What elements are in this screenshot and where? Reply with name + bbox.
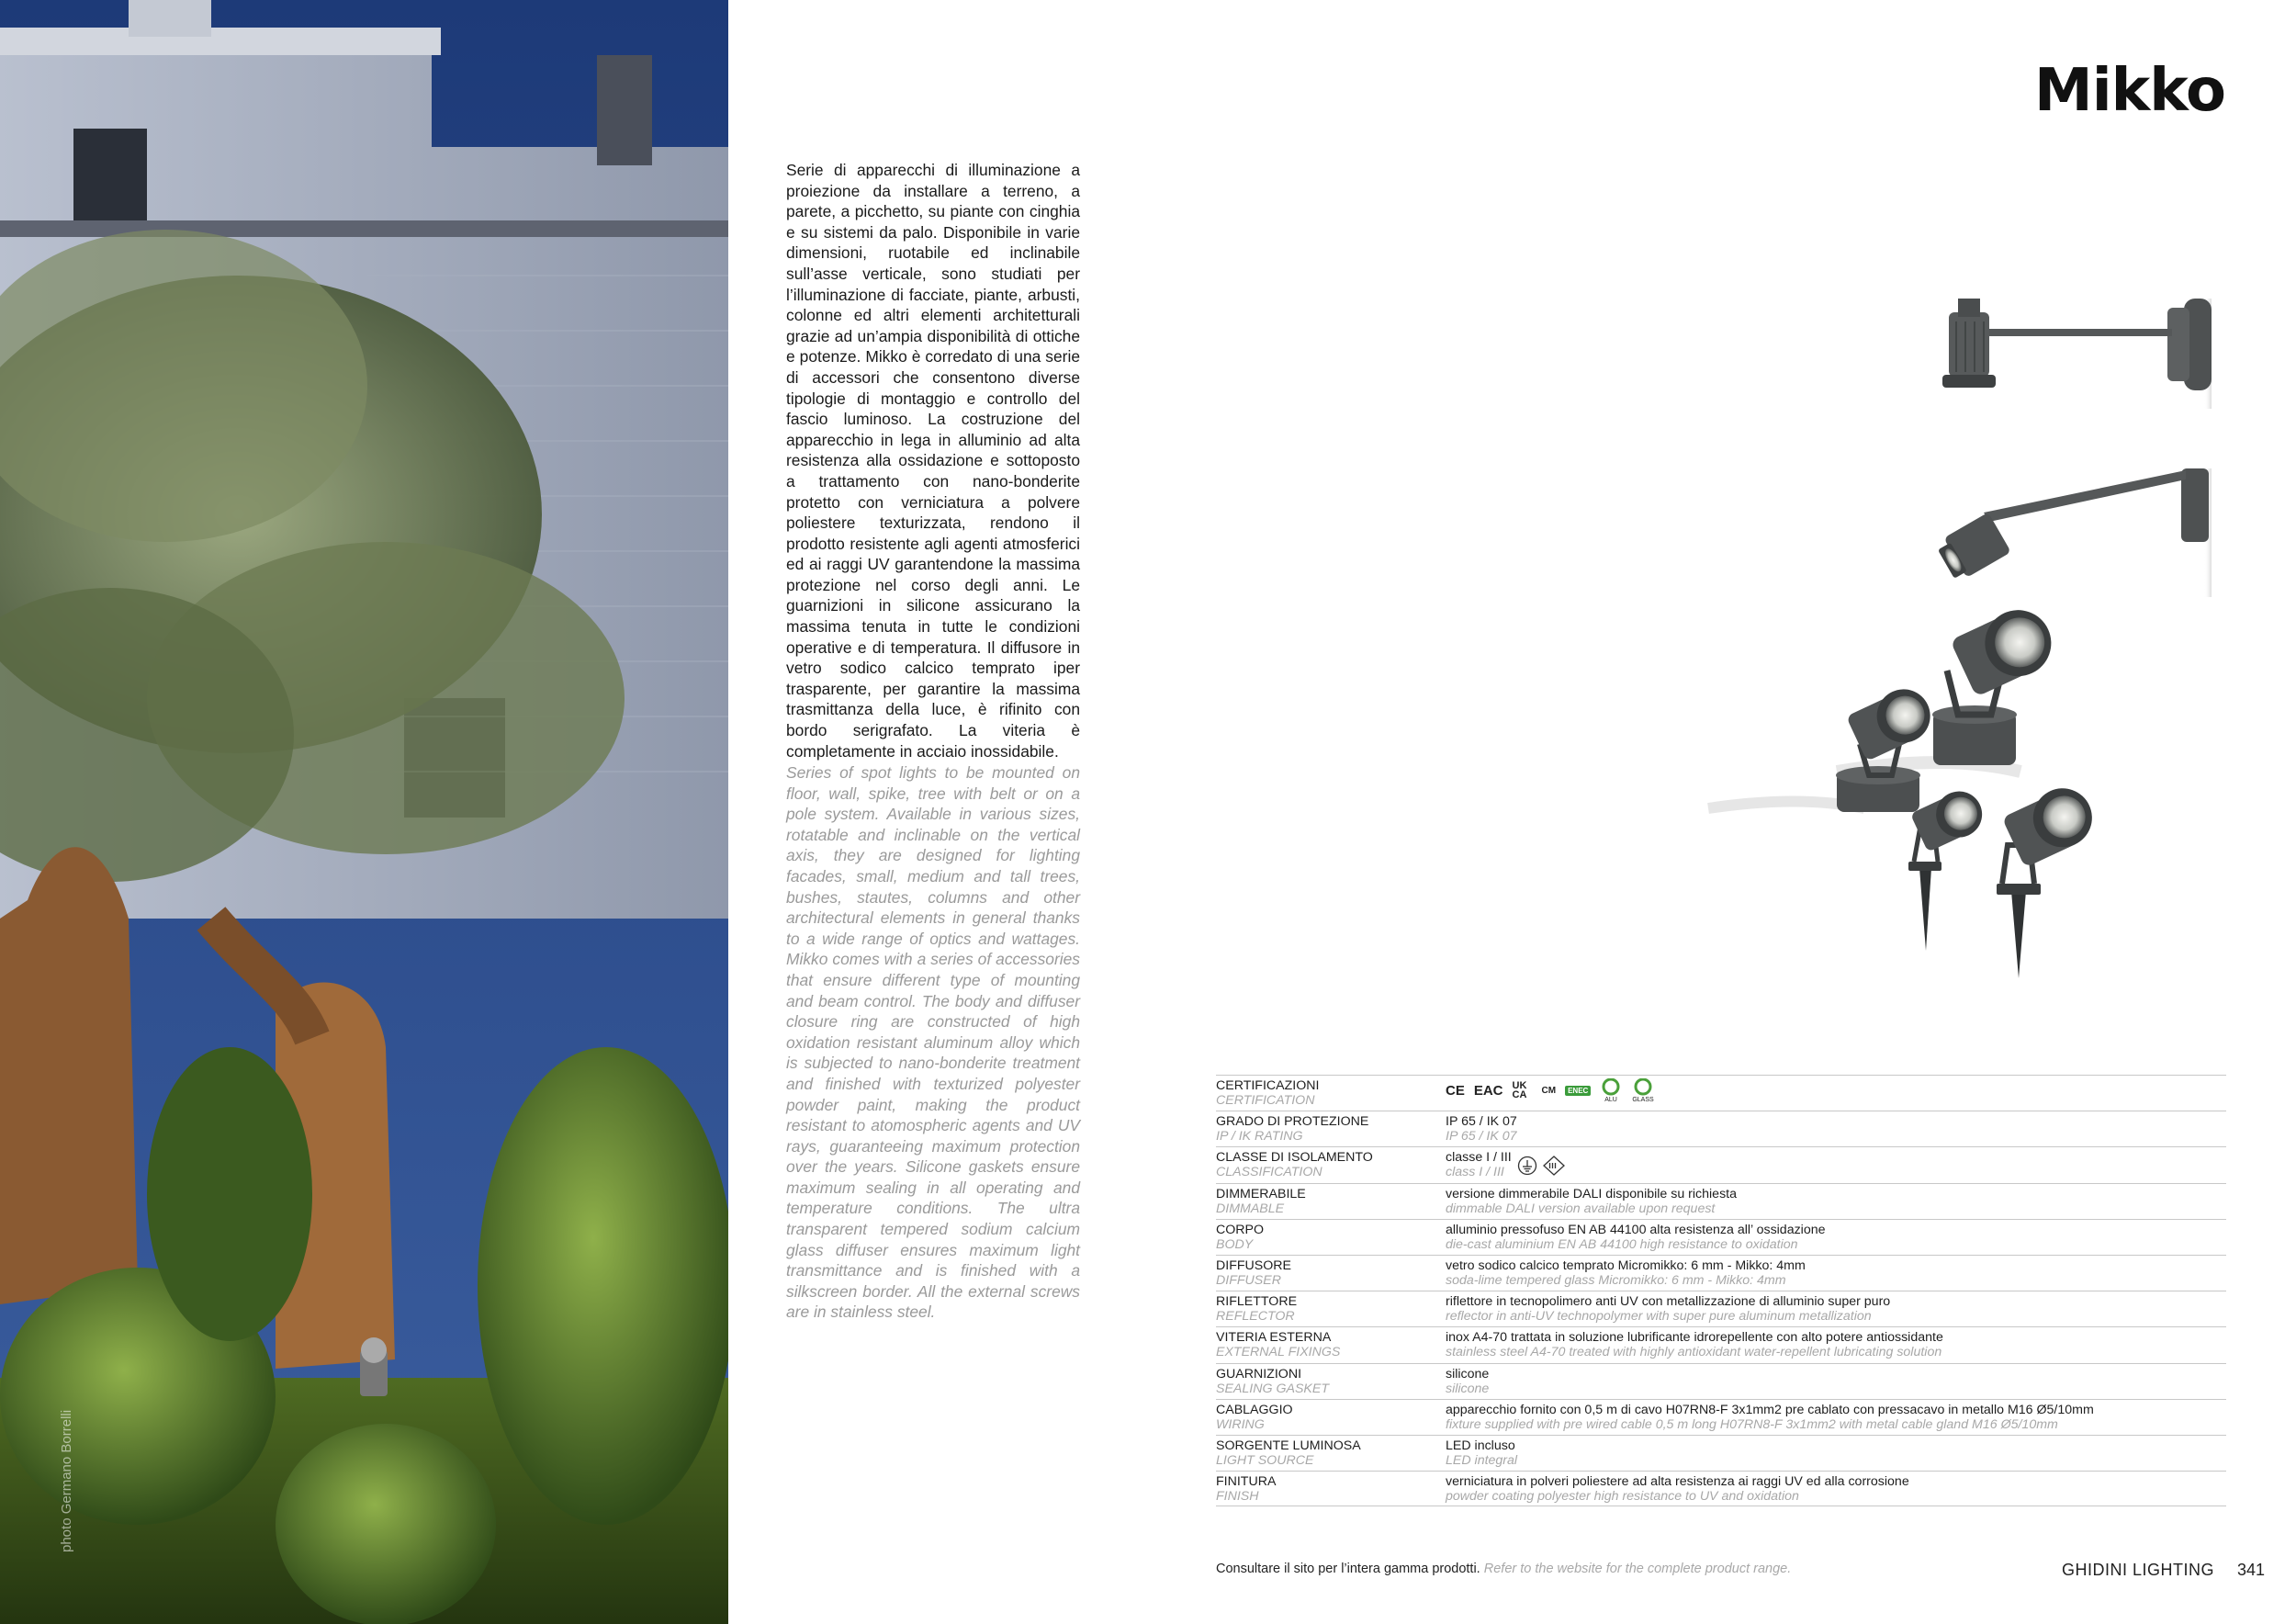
cm-mark-icon: CM <box>1541 1085 1557 1096</box>
glass-recycle-icon <box>1631 1078 1655 1102</box>
spec-label-en: FINISH <box>1216 1489 1259 1505</box>
spec-label-en: EXTERNAL FIXINGS <box>1216 1345 1341 1360</box>
spec-value-en: soda-lime tempered glass Micromikko: 6 mm - Mikko: 4mm <box>1446 1272 1786 1288</box>
footer-note-italian: Consultare il sito per l’intera gamma prodotti. <box>1216 1562 1480 1576</box>
spec-value-en: IP 65 / IK 07 <box>1446 1129 1517 1145</box>
product-images <box>1433 276 2259 1010</box>
spec-value-en: die-cast aluminium EN AB 44100 high resistance to oxidation <box>1446 1236 1798 1252</box>
product-wall-arm-light-2 <box>1934 468 2212 597</box>
spec-value: LED incluso <box>1446 1438 1515 1453</box>
spec-label: DIFFUSORE <box>1216 1257 1291 1273</box>
spec-value: IP 65 / IK 07 <box>1446 1114 1517 1130</box>
ce-mark-icon: CE <box>1446 1082 1465 1099</box>
spec-value-en: stainless steel A4-70 treated with highly antioxidant water-repellent lubricating solution <box>1446 1345 1942 1360</box>
spec-value: inox A4-70 trattata in soluzione lubrificante idrorepellente con alto potere antiossidante <box>1446 1330 1943 1346</box>
product-wall-arm-light-1 <box>1942 299 2212 409</box>
alu-recycle-icon <box>1600 1078 1622 1102</box>
enec-mark-icon: ENEC <box>1565 1086 1591 1096</box>
spec-row-body <box>1216 1219 2226 1255</box>
svg-text:ALU: ALU <box>1604 1097 1618 1102</box>
spec-value: apparecchio fornito con 0,5 m di cavo H07RN8-F 3x1mm2 pre cablato con pressacavo in metallo M16 Ø5/10mm <box>1446 1402 2094 1417</box>
spec-value: alluminio pressofuso EN AB 44100 alta resistenza all’ ossidazione <box>1446 1222 1826 1237</box>
specifications-table <box>1216 1075 2226 1506</box>
spec-label: FINITURA <box>1216 1474 1277 1490</box>
spec-value-en: dimmable DALI version available upon request <box>1446 1201 1716 1216</box>
spec-label: RIFLETTORE <box>1216 1294 1298 1310</box>
brand-name: GHIDINI LIGHTING <box>2062 1561 2215 1579</box>
spec-row-light-source <box>1216 1435 2226 1471</box>
svg-text:GLASS: GLASS <box>1632 1097 1654 1102</box>
spec-row-classification <box>1216 1146 2226 1182</box>
spec-row-reflector <box>1216 1291 2226 1326</box>
spec-value: verniciatura in polveri poliestere ad alta resistenza ai raggi UV ed alla corrosione <box>1446 1474 1909 1490</box>
spec-value-en: powder coating polyester high resistance to UV and oxidation <box>1446 1489 1799 1505</box>
photo-credit: photo Germano Borrelli <box>59 1409 74 1552</box>
spec-label-en: BODY <box>1216 1236 1254 1252</box>
spec-row-wiring <box>1216 1399 2226 1435</box>
product-spike-spot-large <box>1997 779 2101 978</box>
spec-value-en: fixture supplied with pre wired cable 0,5 m long H07RN8-F 3x1mm2 with metal cable gland M16 Ø5/10mm <box>1446 1416 2058 1432</box>
class-one-earth-icon <box>1517 1156 1537 1176</box>
spec-label-en: REFLECTOR <box>1216 1309 1295 1325</box>
ukca-mark-icon: UK CA <box>1512 1080 1527 1100</box>
spec-value-en: silicone <box>1446 1381 1490 1396</box>
product-floor-spot-small <box>1708 681 1939 812</box>
spec-label: CABLAGGIO <box>1216 1402 1293 1417</box>
spec-row-external-fixings <box>1216 1326 2226 1362</box>
certification-marks <box>1446 1080 2226 1100</box>
spec-value: vetro sodico calcico temprato Micromikko: 6 mm - Mikko: 4mm <box>1446 1257 1806 1273</box>
spec-value: riflettore in tecnopolimero anti UV con metallizzazione di alluminio super puro <box>1446 1294 1891 1310</box>
page-number: 341 <box>2237 1561 2266 1579</box>
spec-label: GRADO DI PROTEZIONE <box>1216 1114 1369 1130</box>
page-title: Mikko <box>2034 57 2225 125</box>
description-english: Series of spot lights to be mounted on floor, wall, spike, tree with belt or on a pole system. Available in various sizes, rotatable and inclinable on the vertical axis, they are designed for lighting facades, small, medium and tall trees, bushes, stautes, columns and other architectural elements in general thanks to a wide range of optics and wattages. Mikko comes with a series of accessories that ensure different type of mounting and beam control. The body and diffuser closure ring are constructed of high oxidation resistant aluminum alloy which is subjected to nano-bonderite treatment and finished with texturized polyester powder paint, making the product resistant to atomospheric agents and UV rays, guaranteeing maximum protection over the years. Silicone gaskets ensure maximum sealing in all operating and temperature conditions. The ultra transparent tempered sodium calcium glass diffuser ensures maximum light transmittance and is finished with a silkscreen border. All the external screws are in stainless steel. <box>786 763 1080 1322</box>
spec-label-en: SEALING GASKET <box>1216 1381 1329 1396</box>
spec-label: SORGENTE LUMINOSA <box>1216 1438 1361 1453</box>
spec-label: CERTIFICAZIONI <box>1216 1078 1320 1093</box>
class-three-icon <box>1543 1156 1565 1176</box>
spec-label: CORPO <box>1216 1222 1265 1237</box>
spec-row-diffuser <box>1216 1255 2226 1291</box>
spec-label: VITERIA ESTERNA <box>1216 1330 1332 1346</box>
spec-label-en: IP / IK RATING <box>1216 1129 1303 1145</box>
product-spike-spot-small <box>1908 784 1989 951</box>
spec-label-en: CLASSIFICATION <box>1216 1165 1322 1180</box>
spec-value: versione dimmerabile DALI disponibile su richiesta <box>1446 1186 1738 1201</box>
spec-row-dimmable <box>1216 1183 2226 1219</box>
spec-row-finish <box>1216 1471 2226 1506</box>
spec-label-en: LIGHT SOURCE <box>1216 1452 1314 1468</box>
spec-value-en: LED integral <box>1446 1452 1518 1468</box>
description-italian: Serie di apparecchi di illuminazione a proiezione da installare a terreno, a parete, a picchetto, su piante con cinghia e su sistemi da palo. Disponibile in varie dimensioni, ruotabile ed inclinabile sull’asse verticale, sono studiati per l’illuminazione di facciate, piante, arbusti, colonne ed altri elementi architetturali grazie ad un’ampia disponibilità di ottiche e potenze. Mikko è corredato di una serie di accessori che consentono diverse tipologie di montaggio e controllo del fascio luminoso. La costruzione del apparecchio in lega in alluminio ad alta resistenza alla ossidazione e sottoposto a trattamento con nano-bonderite protetto con verniciatura a polvere poliestere texturizzata, rendono il prodotto resistente agli agenti atmosferici ed ai raggi UV garantendone la massima protezione nel corso degli anni. Le guarnizioni in silicone assicurano la massima tenuta in tutte le condizioni operative e di temperatura. Il diffusore in vetro sodico calcico temprato iper trasparente, per garantire la massima trasmittanza della luce, è rifinito con bordo serigrafato. La viteria è completamente in acciaio inossidabile. <box>786 161 1080 761</box>
spec-label-en: CERTIFICATION <box>1216 1093 1315 1108</box>
spec-label-en: DIMMABLE <box>1216 1201 1285 1216</box>
spec-label: GUARNIZIONI <box>1216 1366 1302 1382</box>
spec-label: DIMMERABILE <box>1216 1186 1306 1201</box>
footer-note <box>1216 1562 1791 1576</box>
hero-photo <box>0 0 728 1624</box>
eac-mark-icon: EAC <box>1473 1082 1503 1099</box>
spec-value-en: reflector in anti-UV technopolymer with super pure aluminum metallization <box>1446 1309 1872 1325</box>
spec-label-en: DIFFUSER <box>1216 1272 1281 1288</box>
spec-row-certification <box>1216 1075 2226 1111</box>
spec-label-en: WIRING <box>1216 1416 1265 1432</box>
spec-row-sealing-gasket <box>1216 1363 2226 1399</box>
spec-value: classe I / III <box>1446 1150 1512 1166</box>
spec-row-ip-rating <box>1216 1111 2226 1146</box>
spec-label: CLASSE DI ISOLAMENTO <box>1216 1150 1373 1166</box>
spec-value: silicone <box>1446 1366 1490 1382</box>
spec-value-en: class I / III <box>1446 1165 1504 1180</box>
footer-note-english: Refer to the website for the complete product range. <box>1483 1562 1792 1576</box>
